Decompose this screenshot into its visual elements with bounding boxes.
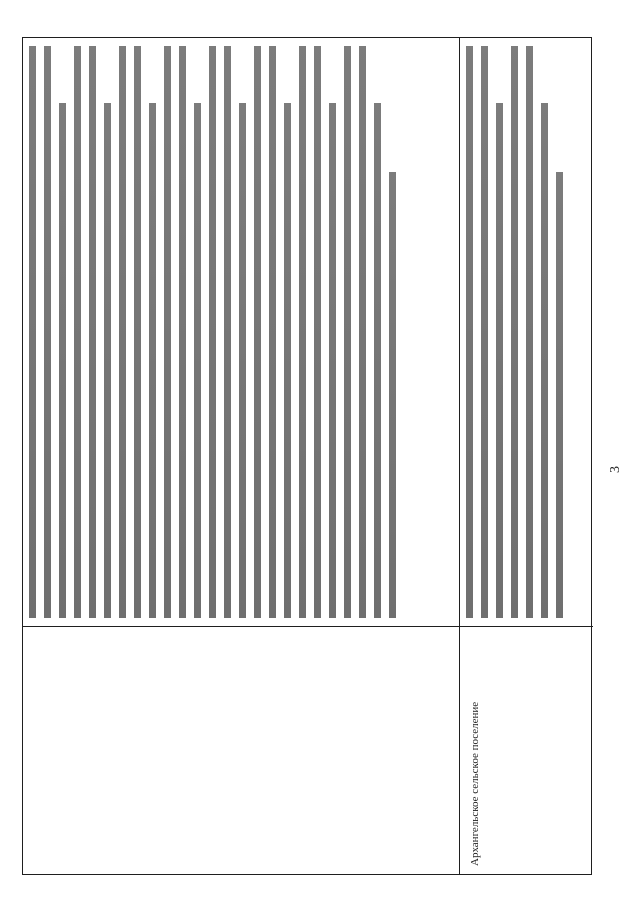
body-text-placeholder: [466, 46, 563, 618]
text-line: [481, 46, 488, 618]
text-line: [344, 46, 351, 618]
text-line: [74, 46, 81, 618]
table-cell-right: [23, 36, 459, 626]
text-line: [59, 103, 66, 618]
settlement-label: Архангельское сельское поселение: [469, 701, 481, 866]
table-cell-left: [460, 626, 593, 874]
text-line: [254, 46, 261, 618]
table-row: [23, 38, 460, 874]
text-line: [269, 46, 276, 618]
text-line: [29, 46, 36, 618]
text-line: [134, 46, 141, 618]
content-table: [22, 37, 592, 875]
text-line: [239, 103, 246, 618]
text-line: [299, 46, 306, 618]
text-line: [389, 172, 396, 618]
text-line: [511, 46, 518, 618]
text-line: [526, 46, 533, 618]
table-cell-left: [23, 626, 459, 874]
text-line: [194, 103, 201, 618]
page-number: 3: [608, 466, 623, 473]
body-text-placeholder: [29, 46, 396, 618]
text-line: [496, 103, 503, 618]
text-line: [89, 46, 96, 618]
text-line: [149, 103, 156, 618]
text-line: [556, 172, 563, 618]
text-line: [284, 103, 291, 618]
text-line: [466, 46, 473, 618]
text-line: [44, 46, 51, 618]
text-line: [179, 46, 186, 618]
text-line: [374, 103, 381, 618]
text-line: [314, 46, 321, 618]
text-line: [209, 46, 216, 618]
text-line: [541, 103, 548, 618]
text-line: [329, 103, 336, 618]
table-cell-right: [460, 36, 593, 626]
text-line: [359, 46, 366, 618]
table-row: [460, 38, 593, 874]
text-line: [119, 46, 126, 618]
text-line: [224, 46, 231, 618]
text-line: [164, 46, 171, 618]
text-line: [104, 103, 111, 618]
